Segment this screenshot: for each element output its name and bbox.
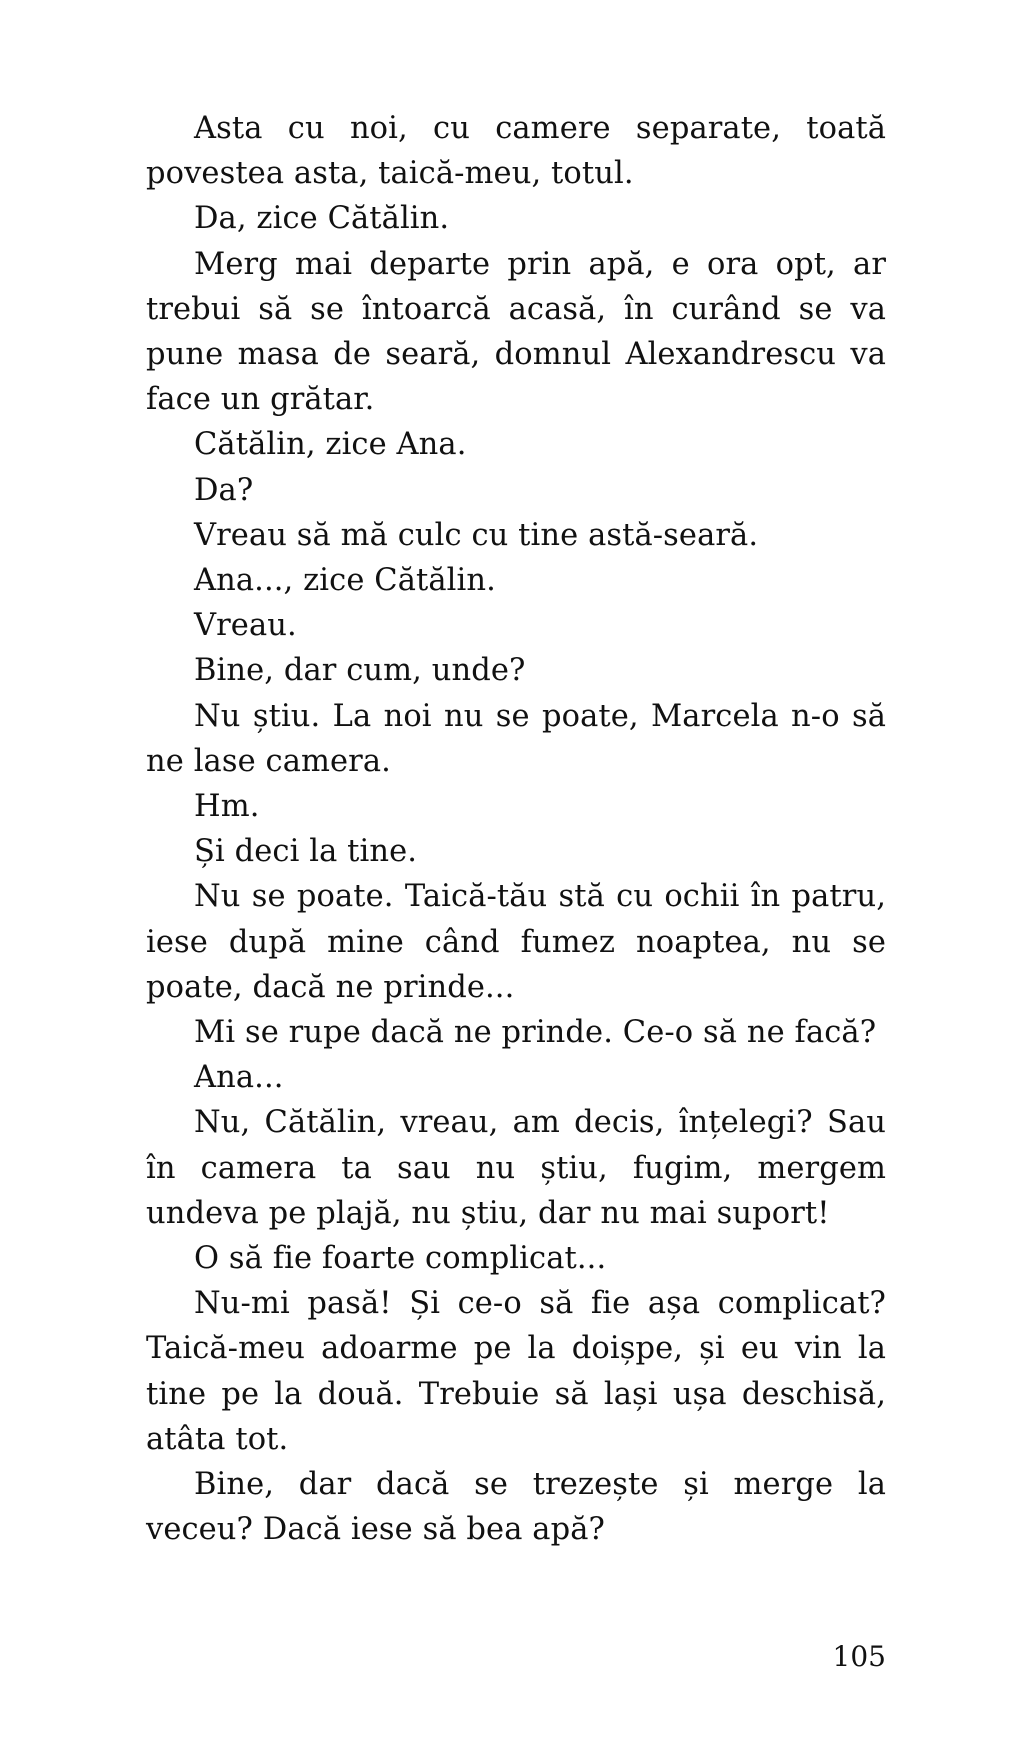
- paragraph: Nu știu. La noi nu se poate, Marcela n-o să ne lase camera.: [146, 698, 886, 779]
- paragraph: Vreau să mă culc cu tine astă-seară.: [194, 517, 759, 553]
- paragraph: Cătălin, zice Ana.: [194, 427, 467, 463]
- paragraph: Merg mai departe prin apă, e ora opt, ar trebui să se întoarcă acasă, în curând se va pune masa de seară, domnul Alexandrescu va face un grătar.: [146, 246, 886, 418]
- page-text: [146, 106, 886, 1553]
- paragraph: Nu se poate. Taică-tău stă cu ochii în patru, iese după mine când fumez noaptea, nu se poate, dacă ne prinde...: [146, 879, 886, 1005]
- paragraph: Da?: [194, 472, 254, 508]
- paragraph: Ana...: [194, 1060, 284, 1096]
- paragraph: Vreau.: [194, 608, 297, 644]
- paragraph: Și deci la tine.: [194, 834, 418, 870]
- paragraph: Bine, dar cum, unde?: [194, 653, 526, 689]
- paragraph: Bine, dar dacă se trezește și merge la veceu? Dacă iese să bea apă?: [146, 1467, 886, 1548]
- paragraph: Asta cu noi, cu camere separate, toată povestea asta, taică-meu, totul.: [146, 111, 886, 192]
- page-number: 105: [832, 1640, 886, 1673]
- paragraph: Mi se rupe dacă ne prinde. Ce-o să ne facă?: [194, 1015, 877, 1051]
- paragraph: Nu-mi pasă! Și ce-o să fie așa complicat? Taică-meu adoarme pe la doișpe, și eu vin la tine pe la două. Trebuie să lași ușa deschisă, atâta tot.: [146, 1286, 886, 1457]
- paragraph: Da, zice Cătălin.: [194, 201, 450, 237]
- paragraph: O să fie foarte complicat...: [194, 1241, 607, 1277]
- paragraph: Nu, Cătălin, vreau, am decis, înțelegi? Sau în camera ta sau nu știu, fugim, mergem undeva pe plajă, nu știu, dar nu mai suport!: [146, 1105, 886, 1231]
- paragraph: Ana..., zice Cătălin.: [194, 563, 496, 599]
- paragraph: Hm.: [194, 789, 260, 825]
